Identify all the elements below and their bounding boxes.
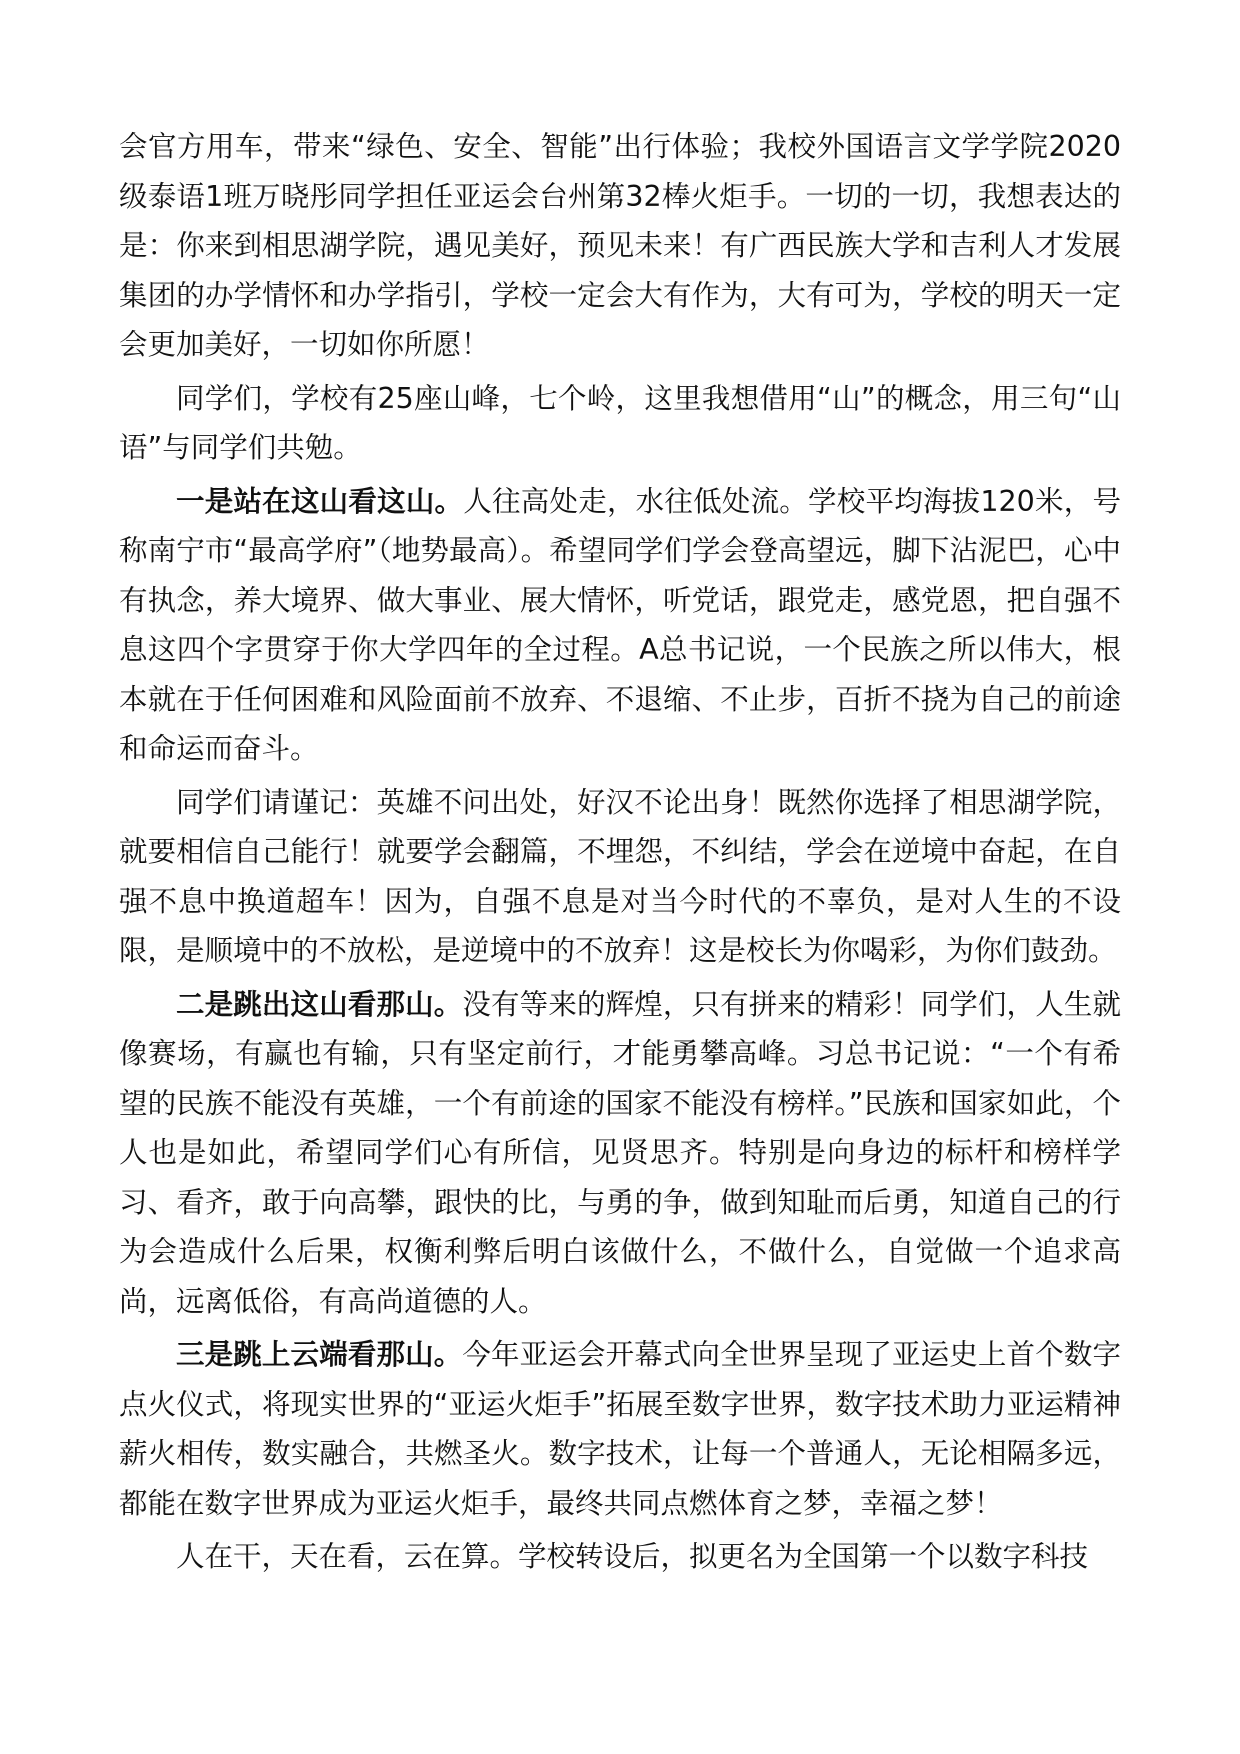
paragraph-6-text: 今年亚运会开幕式向全世界呈现了亚运史上首个数字点火仪式，将现实世界的“亚运火炬手”拓展至数字世界，数字技术助力亚运精神薪火相传，数实融合，共燃圣火。数字技术，让每一个普通人，无论相隔多远，都能在数字世界成为亚运火炬手，最终共同点燃体育之梦，幸福之梦！ bbox=[119, 1338, 1121, 1520]
paragraph-7 bbox=[119, 1532, 1121, 1582]
paragraph-3-text: 人往高处走，水往低处流。学校平均海拔120米，号称南宁市“最高学府”（地势最高）。希望同学们学会登高望远，脚下沾泥巴，心中有执念，养大境界、做大事业、展大情怀，听党话，跟党走，感党恩，把自强不息这四个字贯穿于你大学四年的全过程。A总书记说，一个民族之所以伟大，根本就在于任何困难和风险面前不放弃、不退缩、不止步，百折不挠为自己的前途和命运而奋斗。 bbox=[119, 484, 1121, 765]
paragraph-5 bbox=[119, 980, 1121, 1327]
paragraph-2 bbox=[119, 374, 1121, 473]
paragraph-5-lead: 二是跳出这山看那山。 bbox=[176, 987, 463, 1021]
paragraph-3 bbox=[119, 477, 1121, 774]
paragraph-2-text: 同学们，学校有25座山峰，七个岭，这里我想借用“山”的概念，用三句“山语”与同学们共勉。 bbox=[119, 381, 1121, 464]
paragraph-6-lead: 三是跳上云端看那山。 bbox=[176, 1338, 463, 1371]
paragraph-5-text: 没有等来的辉煌，只有拼来的精彩！同学们，人生就像赛场，有赢也有输，只有坚定前行，才能勇攀高峰。习总书记说：“一个有希望的民族不能没有英雄，一个有前途的国家不能没有榜样。”民族和国家如此，个人也是如此，希望同学们心有所信，见贤思齐。特别是向身边的标杆和榜样学习、看齐，敢于向高攀，跟快的比，与勇的争，做到知耻而后勇，知道自己的行为会造成什么后果，权衡利弊后明白该做什么，不做什么，自觉做一个追求高尚，远离低俗，有高尚道德的人。 bbox=[119, 987, 1121, 1318]
paragraph-1-text: 会官方用车，带来“绿色、安全、智能”出行体验；我校外国语言文学学院2020级泰语1班万晓彤同学担任亚运会台州第32棒火炬手。一切的一切，我想表达的是：你来到相思湖学院，遇见美好，预见未来！有广西民族大学和吉利人才发展集团的办学情怀和办学指引，学校一定会大有作为，大有可为，学校的明天一定会更加美好，一切如你所愿！ bbox=[119, 130, 1121, 361]
paragraph-4-text: 同学们请谨记：英雄不问出处，好汉不论出身！既然你选择了相思湖学院，就要相信自己能行！就要学会翻篇，不埋怨，不纠结，学会在逆境中奋起，在自强不息中换道超车！因为，自强不息是对当今时代的不辜负，是对人生的不设限，是顺境中的不放松，是逆境中的不放弃！这是校长为你喝彩，为你们鼓劲。 bbox=[119, 785, 1121, 967]
document-page bbox=[119, 122, 1121, 1586]
paragraph-7-text: 人在干，天在看，云在算。学校转设后，拟更名为全国第一个以数字科技 bbox=[176, 1540, 1089, 1573]
paragraph-4 bbox=[119, 778, 1121, 976]
paragraph-3-lead: 一是站在这山看这山。 bbox=[176, 484, 464, 518]
paragraph-1 bbox=[119, 122, 1121, 370]
paragraph-6 bbox=[119, 1330, 1121, 1528]
